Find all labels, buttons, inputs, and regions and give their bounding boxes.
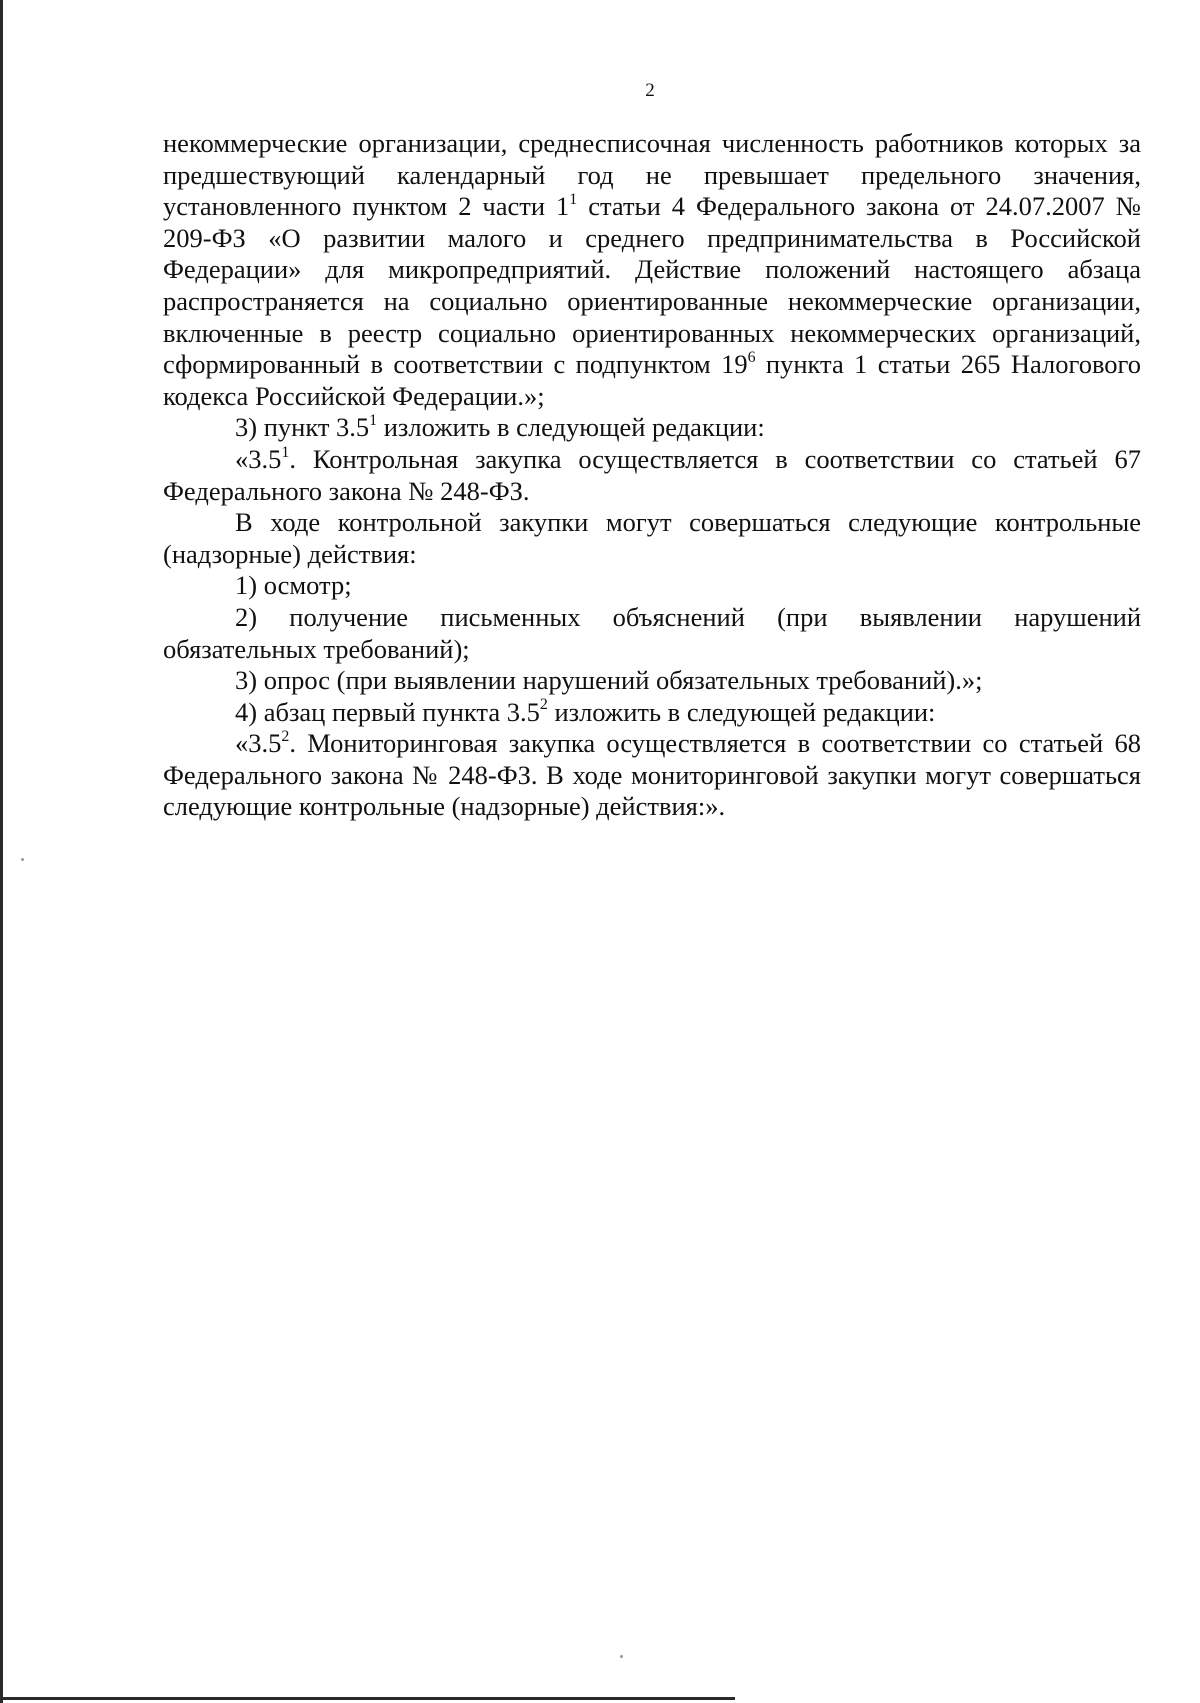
scan-edge-left xyxy=(0,0,3,1703)
paragraph-item-3: 3) пункт $3.5^1$ изложить в следующей редакции: xyxy=(235,411,765,443)
paragraph-continuation: некоммерческие организации, среднесписочная численность работников которых за предшествующий календарный год не превышает предельного значения, установленного пунктом 2 части $1^1$ статьи 4 Федерального закона от 24.07.2007 № 209-ФЗ «О развитии малого и среднего предпринимательства в Российской Федерации» для микропредприятий. Действие положений настоящего абзаца распространяется на социально ориентированные некоммерческие организации, включенные в реестр социально ориентированных некоммерческих организаций, сформированный в соответствии с подпунктом $19^6$ пункта 1 статьи 265 Налогового кодекса Российской Федерации.»; xyxy=(163,128,1141,411)
document-body xyxy=(163,128,1141,823)
page-number: 2 xyxy=(645,80,655,101)
paragraph-control-actions: В ходе контрольной закупки могут совершаться следующие контрольные (надзорные) действия: xyxy=(163,507,1141,569)
list-item-inspection: 1) осмотр; xyxy=(235,570,352,601)
scan-speck xyxy=(21,858,24,861)
list-item-written-explanations: 2) получение письменных объяснений (при выявлении нарушений обязательных требований); xyxy=(163,601,1141,664)
scan-edge-bottom xyxy=(0,1697,735,1700)
scan-speck xyxy=(620,1655,623,1658)
list-item-survey: 3) опрос (при выявлении нарушений обязательных требований).»; xyxy=(235,665,983,696)
paragraph-clause-3-5-2: «$3.5^2$. Мониторинговая закупка осуществляется в соответствии со статьей 68 Федерального закона № 248-ФЗ. В ходе мониторинговой закупки могут совершаться следующие контрольные (надзорные) действия:». xyxy=(163,727,1141,822)
paragraph-item-4: 4) абзац первый пункта $3.5^2$ изложить в следующей редакции: xyxy=(235,696,936,727)
paragraph-clause-3-5-1: «$3.5^1$. Контрольная закупка осуществляется в соответствии со статьей 67 Федерального закона № 248-ФЗ. xyxy=(163,443,1141,506)
